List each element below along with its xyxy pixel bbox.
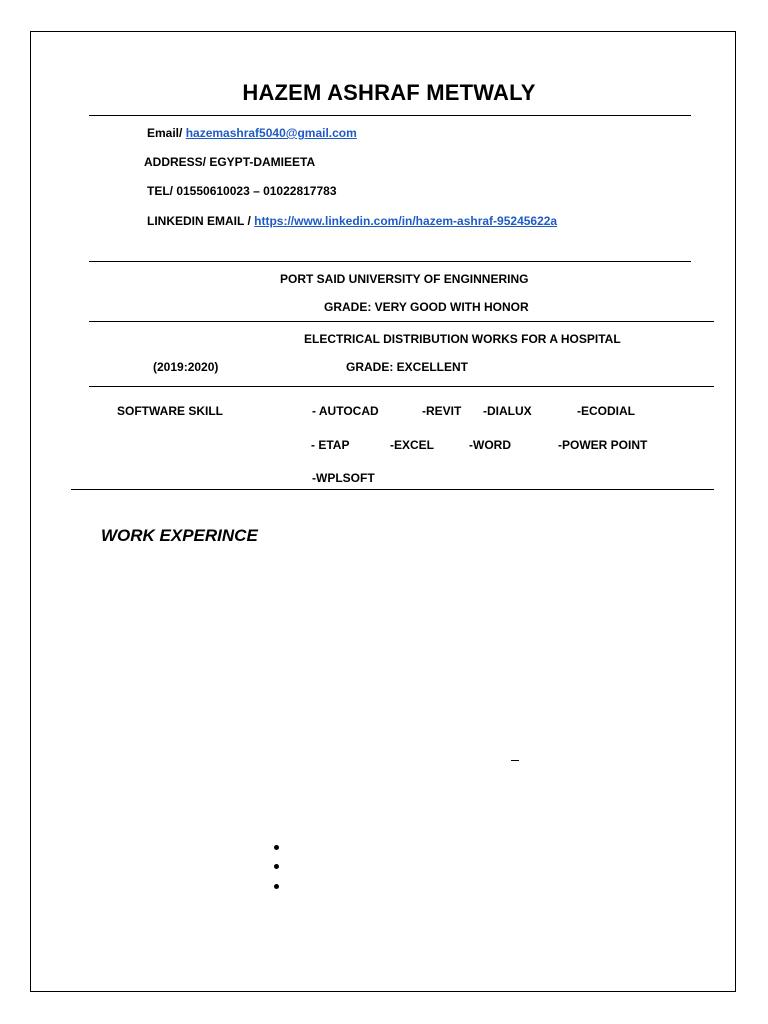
project-grade: GRADE: EXCELLENT [346,360,469,374]
university-grade: GRADE: VERY GOOD WITH HONOR [324,300,529,314]
skill-revit: -REVIT [422,404,462,418]
project-years: (2019:2020) [153,360,219,374]
page-border [30,31,736,992]
skill-autocad: - AUTOCAD [312,404,379,418]
email-line [147,126,357,140]
skill-power-point: -POWER POINT [558,438,648,452]
skill-dialux: -DIALUX [483,404,532,418]
divider-top [89,115,691,116]
skill-excel: -EXCEL [390,438,435,452]
work-experience-heading: WORK EXPERINCE [101,526,258,545]
skill-word: -WORD [469,438,511,452]
email-link[interactable]: hazemashraf5040@gmail.com [185,126,357,140]
university-name: PORT SAID UNIVERSITY OF ENGINNERING [280,272,529,286]
list-bullet [274,845,279,850]
project-title: ELECTRICAL DISTRIBUTION WORKS FOR A HOSPITAL [304,332,621,346]
linkedin-label: LINKEDIN EMAIL / [147,214,255,228]
divider-education [89,321,714,322]
skill-wplsoft: -WPLSOFT [312,471,375,485]
skill-etap: - ETAP [311,438,350,452]
candidate-name: HAZEM ASHRAF METWALY [242,80,536,105]
divider-contact [89,261,691,262]
linkedin-line [147,214,557,228]
skill-ecodial: -ECODIAL [577,404,635,418]
tel-line: TEL/ 01550610023 – 01022817783 [147,184,337,198]
divider-software [71,489,714,490]
divider-project [89,386,714,387]
linkedin-link[interactable]: https://www.linkedin.com/in/hazem-ashraf-95245622a [254,214,558,228]
stray-dash-mark [511,760,519,761]
list-bullet [274,864,279,869]
address-line: ADDRESS/ EGYPT-DAMIEETA [144,155,316,169]
list-bullet [274,884,279,889]
software-label: SOFTWARE SKILL [117,404,223,418]
email-label: Email/ [147,126,186,140]
